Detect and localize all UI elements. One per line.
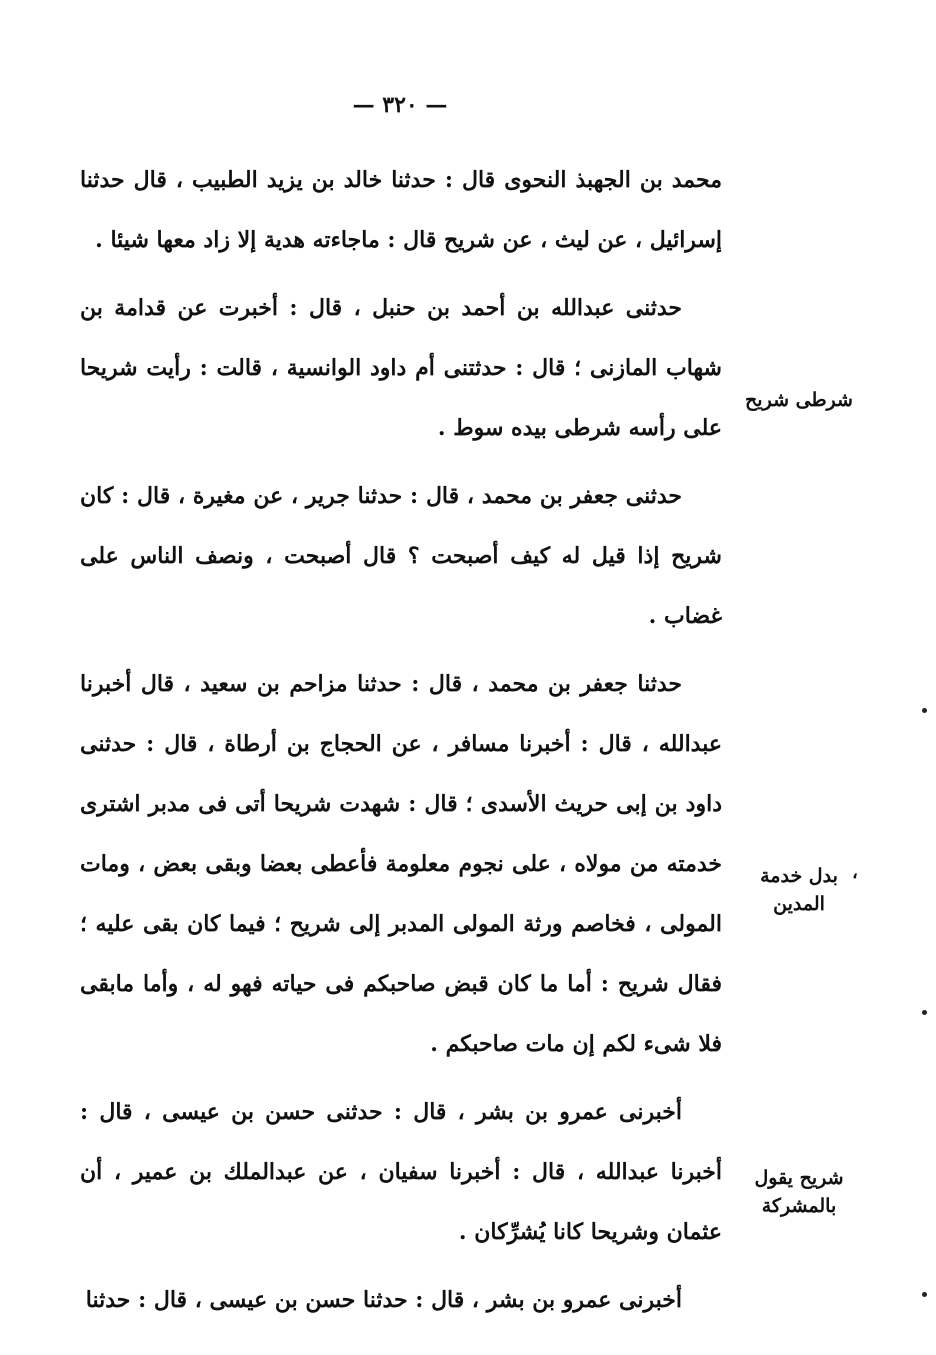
margin-note-service-exchange: بدل خدمة المدين <box>760 865 838 915</box>
paragraph: محمد بن الجهبذ النحوى قال : حدثنا خالد بن يزيد الطبيب ، قال حدثنا إسرائيل ، عن ليث ، عن شريح قال : ماجاءته هدية إلا زاد معها شيئا . <box>80 167 722 253</box>
page-number: — ٣٢٠ — <box>352 92 448 118</box>
main-text <box>80 150 722 1338</box>
paragraph: أخبرنى عمرو بن بشر ، قال : حدثنى حسن بن عيسى ، قال : أخبرنا عبدالله ، قال : أخبرنا سفيان ، عن عبدالملك بن عمير ، أن عثمان وشريحا كانا يُشرِّكان . <box>80 1099 722 1245</box>
margin-bullet: ، <box>852 862 858 883</box>
paragraph: أخبرنى عمرو بن بشر ، قال : حدثنا حسن بن عيسى ، قال : حدثنا <box>85 1287 682 1313</box>
binding-hole-mark <box>922 1292 927 1297</box>
margin-note-shared-inheritance: شريح يقول بالمشركة <box>754 1167 844 1217</box>
paragraph: حدثنى جعفر بن محمد ، قال : حدثنا جرير ، عن مغيرة ، قال : كان شريح إذا قيل له كيف أصبحت ؟ قال أصبحت ، ونصف الناس على غضاب . <box>80 483 722 629</box>
paragraph: حدثنى عبدالله بن أحمد بن حنبل ، قال : أخبرت عن قدامة بن شهاب المازنى ؛ قال : حدثتنى أم داود الوانسية ، قالت : رأيت شريحا على رأسه شرطى بيده سوط . <box>80 295 722 441</box>
paragraph: حدثنا جعفر بن محمد ، قال : حدثنا مزاحم بن سعيد ، قال أخبرنا عبدالله ، قال : أخبرنا مسافر ، عن الحجاج بن أرطاة ، قال : حدثنى داود بن إبى حريث الأسدى ؛ قال : شهدت شريحا أتى فى مدبر اشترى خدمته من مولاه ، على نجوم معلومة فأعطى بعضا وبقى بعض ، ومات المولى ، فخاصم ورثة المولى المدبر إلى شريح ؛ فيما كان بقى عليه ؛ فقال شريح : أما ما كان قبض صاحبكم فى حياته فهو له ، وأما مابقى فلا شىء لكم إن مات صاحبكم . <box>80 671 722 1057</box>
margin-note-police: شرطى شريح <box>745 389 853 411</box>
binding-hole-mark <box>922 708 927 713</box>
binding-hole-mark <box>922 1010 927 1015</box>
